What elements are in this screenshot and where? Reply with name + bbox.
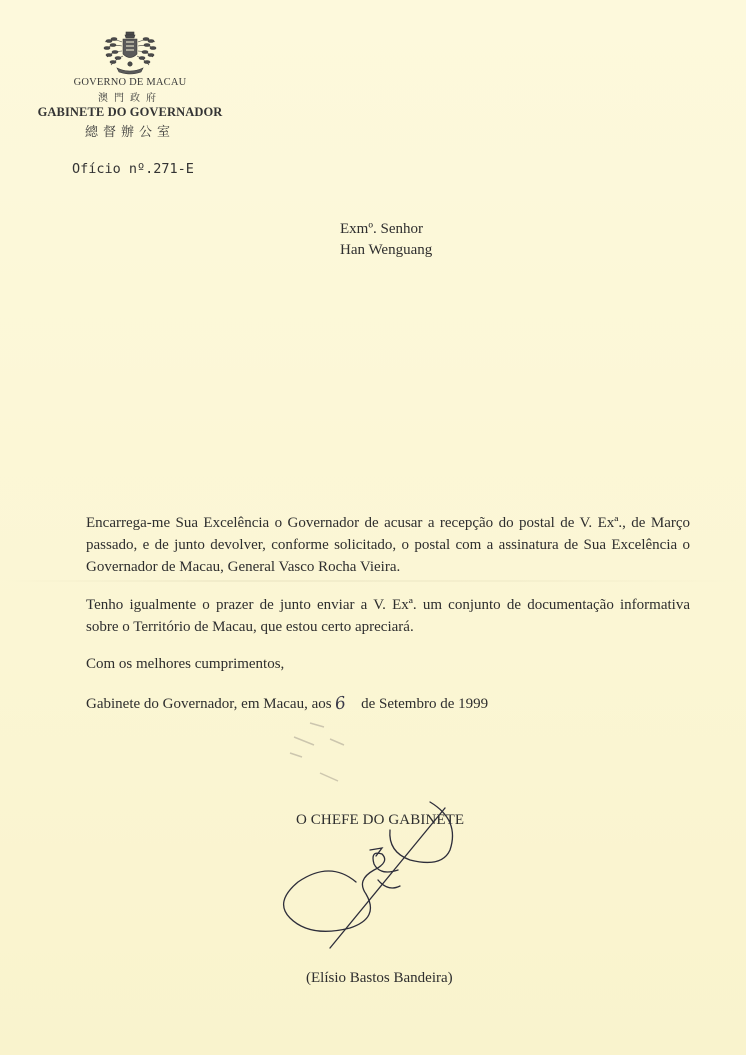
addressee-salutation: Exmº. Senhor	[340, 221, 423, 237]
body-paragraph-2: Tenho igualmente o prazer de junto enviar a V. Exª. um conjunto de documentação informativa sobre o Território de Macau, que estou certo apreciará.	[86, 597, 690, 635]
office-name: GABINETE DO GOVERNADOR	[37, 105, 223, 119]
handwritten-day: 6	[334, 693, 348, 715]
place-date-prefix: Gabinete do Governador, em Macau, aos	[86, 696, 332, 712]
paper-fold	[0, 580, 746, 582]
body-paragraph-1: Encarrega-me Sua Excelência o Governador de acusar a recepção do postal de V. Exª., de Março passado, e de junto devolver, conforme solicitado, o postal com a assinatura de Sua Excelência o Governador de Macau, General Vasco Rocha Vieira.	[86, 515, 690, 575]
reference-number: Ofício nº.271-E	[72, 161, 194, 177]
addressee-block	[340, 219, 432, 261]
addressee-name: Han Wenguang	[340, 242, 433, 258]
government-name-chinese: 澳門政府	[98, 93, 162, 104]
ink-smudges	[280, 715, 380, 795]
handwritten-signature-icon	[270, 790, 470, 960]
closing-line: Com os melhores cumprimentos,	[86, 656, 285, 672]
signatory-title: O CHEFE DO GABINETE	[296, 812, 465, 828]
office-name-chinese: 總督辦公室	[84, 124, 175, 139]
letterhead	[30, 30, 230, 140]
place-date-line	[86, 692, 690, 715]
signatory-name: (Elísio Bastos Bandeira)	[306, 970, 453, 986]
place-date-suffix: de Setembro de 1999	[361, 696, 489, 712]
government-name: GOVERNO DE MACAU	[73, 77, 187, 88]
macau-coat-of-arms-icon	[101, 30, 159, 76]
